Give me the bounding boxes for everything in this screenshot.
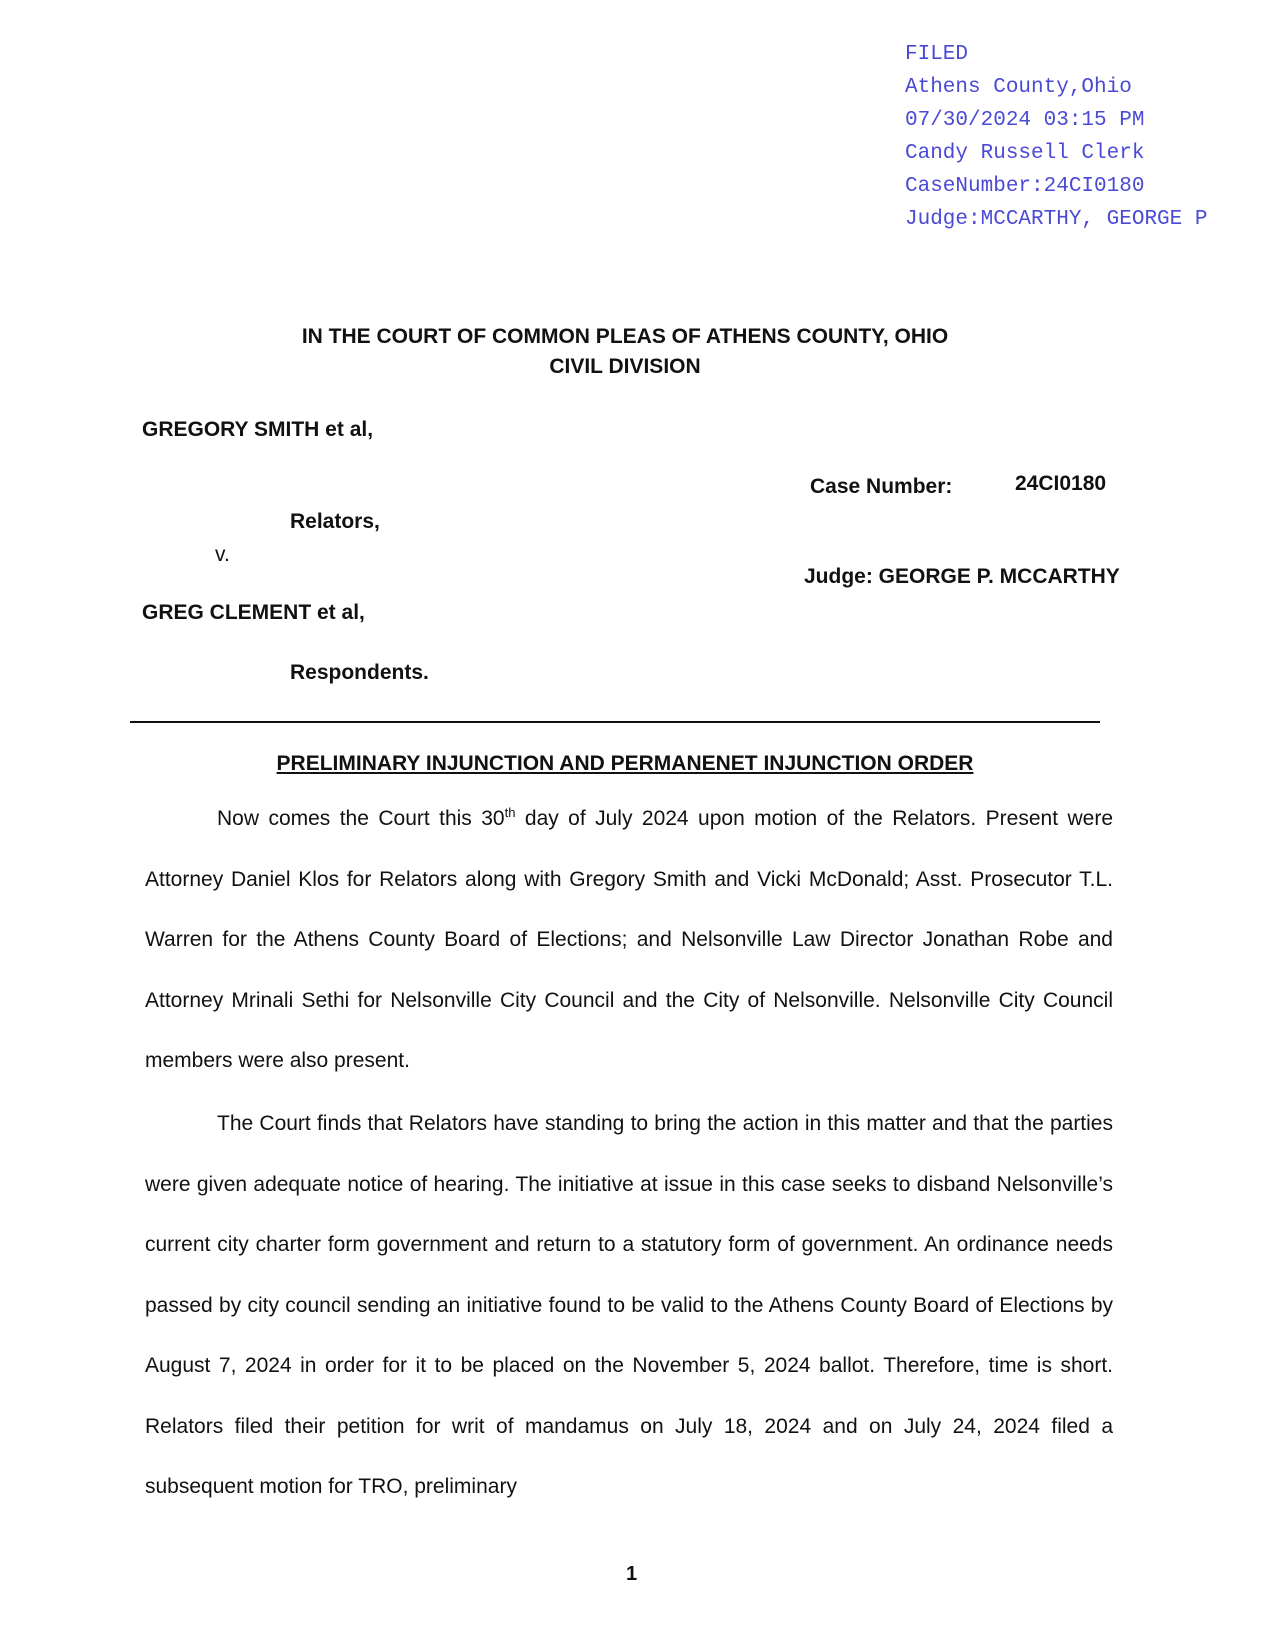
page-number: 1	[625, 1563, 638, 1585]
stamp-case-number: CaseNumber:24CI0180	[905, 175, 1145, 198]
stamp-county: Athens County,Ohio	[905, 76, 1132, 99]
respondents-name: GREG CLEMENT et al,	[142, 601, 365, 624]
order-title: PRELIMINARY INJUNCTION AND PERMANENET INJUNCTION ORDER	[276, 752, 974, 775]
relators-role: Relators,	[290, 510, 380, 533]
judge-label: Judge: GEORGE P. MCCARTHY	[804, 565, 1120, 588]
paragraph-1-start: Now comes the Court this 30	[217, 807, 505, 830]
paragraph-1-rest: day of July 2024 upon motion of the Relators. Present were Attorney Daniel Klos for Relators along with Gregory Smith and Vicki McDonald; Asst. Prosecutor T.L. Warren for the Athens County Board of Elections; and Nelsonville Law Director Jonathan Robe and Attorney Mrinali Sethi for Nelsonville City Council and the City of Nelsonville. Nelsonville City Council members were also present.	[145, 807, 1113, 1072]
filing-stamp	[905, 38, 1207, 236]
respondents-role: Respondents.	[290, 661, 429, 684]
stamp-filed: FILED	[905, 43, 969, 66]
case-number-label: Case Number:	[810, 475, 953, 498]
relators-name: GREGORY SMITH et al,	[142, 418, 374, 441]
versus: v.	[215, 543, 230, 566]
stamp-judge: Judge:MCCARTHY, GEORGE P	[905, 208, 1208, 231]
caption-divider	[130, 721, 1100, 723]
stamp-datetime: 07/30/2024 03:15 PM	[905, 109, 1145, 132]
ordinal-suffix: th	[504, 805, 516, 820]
case-number-value: 24CI0180	[1015, 472, 1107, 495]
court-division: CIVIL DIVISION	[549, 355, 701, 378]
paragraph-1	[145, 789, 1113, 1092]
paragraph-2: The Court finds that Relators have standing to bring the action in this matter and that the parties were given adequate notice of hearing. The initiative at issue in this case seeks to disband Nelsonville’s current city charter form government and return to a statutory form of government. An ordinance needs passed by city council sending an initiative found to be valid to the Athens County Board of Elections by August 7, 2024 in order for it to be placed on the November 5, 2024 ballot. Therefore, time is short. Relators filed their petition for writ of mandamus on July 18, 2024 and on July 24, 2024 filed a subsequent motion for TRO, preliminary	[145, 1112, 1113, 1498]
court-name: IN THE COURT OF COMMON PLEAS OF ATHENS COUNTY, OHIO	[301, 325, 949, 348]
stamp-clerk: Candy Russell Clerk	[905, 142, 1145, 165]
